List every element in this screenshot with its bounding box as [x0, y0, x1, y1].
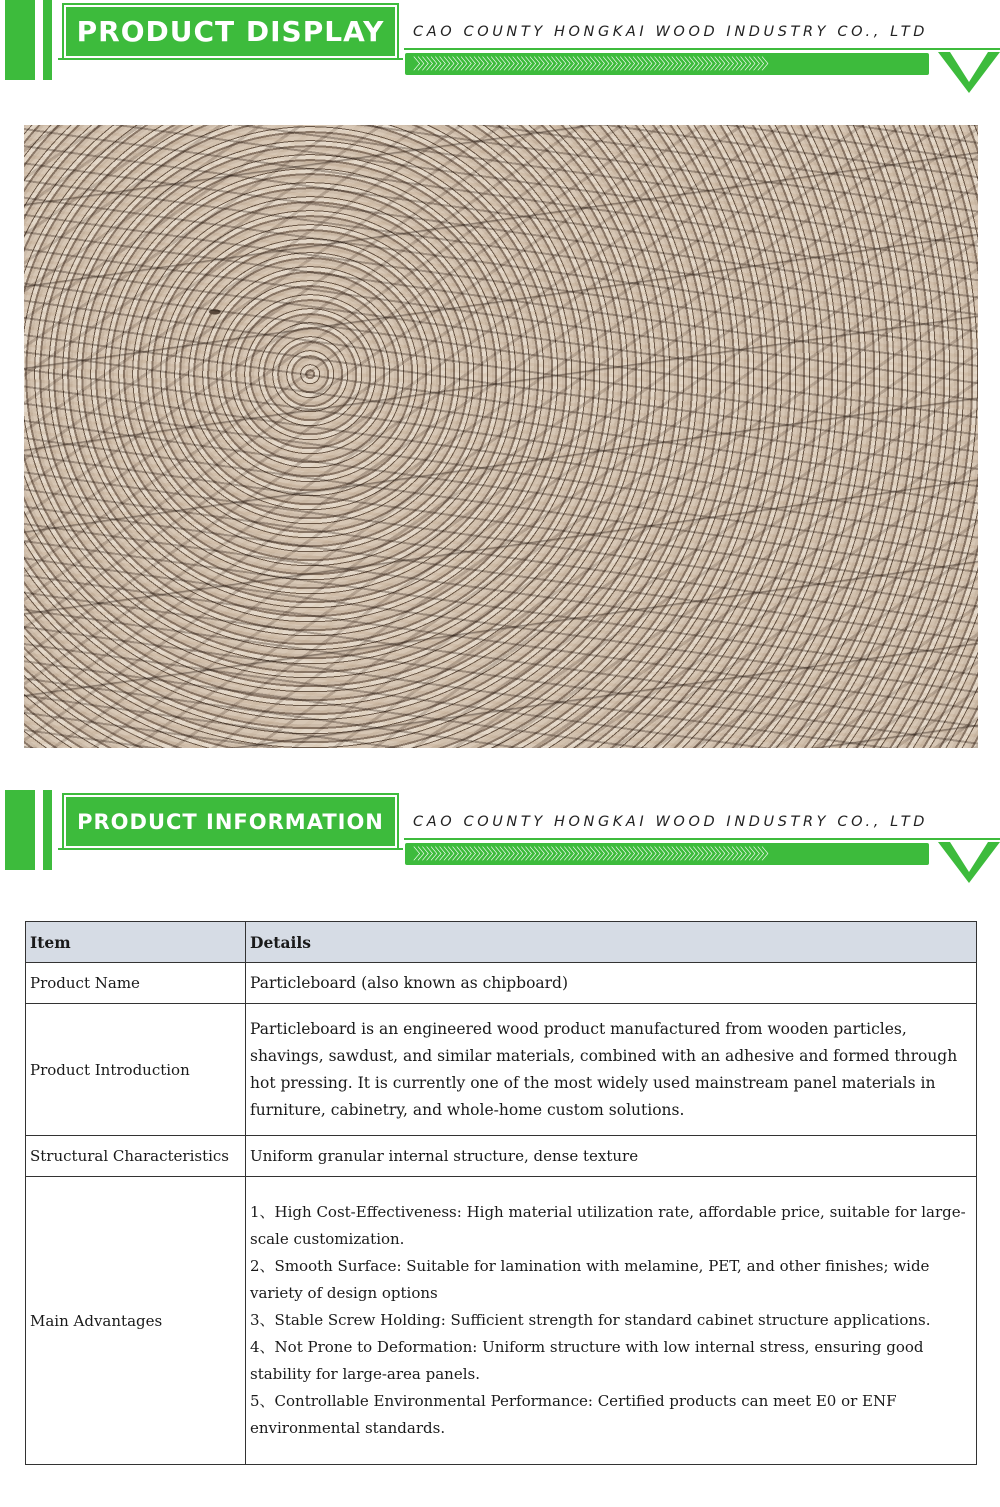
banner-divider [58, 58, 403, 60]
banner-accent-bar [5, 790, 35, 870]
row-details: Particleboard (also known as chipboard) [246, 963, 977, 1004]
banner-accent-bar [5, 0, 35, 80]
board-texture [24, 125, 978, 748]
company-name: CAO COUNTY HONGKAI WOOD INDUSTRY CO., LTD [413, 24, 929, 40]
green-check-icon [938, 48, 1000, 94]
section-title: PRODUCT INFORMATION [77, 809, 384, 834]
advantage-item: 3、Stable Screw Holding: Sufficient strength for standard cabinet structure applications. [250, 1311, 931, 1329]
banner-divider [58, 848, 403, 850]
advantage-item: 2、Smooth Surface: Suitable for lamination with melamine, PET, and other finishes; wide variety of design options [250, 1257, 930, 1302]
table-header-row [26, 922, 977, 963]
product-information-banner [0, 790, 1000, 870]
banner-accent-bar-thin [43, 790, 52, 870]
banner-underline [404, 48, 1000, 50]
row-item: Product Introduction [26, 1004, 246, 1136]
row-item: Product Name [26, 963, 246, 1004]
table-row [26, 963, 977, 1004]
advantage-item: 5、Controllable Environmental Performance: Certified products can meet E0 or ENF environmental standards. [250, 1392, 897, 1437]
header-details: Details [246, 922, 977, 963]
chevron-strip: 〉〉〉〉〉〉〉〉〉〉〉〉〉〉〉〉〉〉〉〉〉〉〉〉〉〉〉〉〉〉〉〉〉〉〉〉〉〉〉〉〉〉〉〉〉〉〉〉〉〉〉〉〉〉〉〉〉〉〉〉〉〉〉〉〉〉〉〉〉〉〉〉〉〉〉〉〉〉〉〉〉〉 [405, 843, 929, 865]
header-item: Item [26, 922, 246, 963]
table-row [26, 1177, 977, 1465]
banner-underline [404, 838, 1000, 840]
chevron-strip: 〉〉〉〉〉〉〉〉〉〉〉〉〉〉〉〉〉〉〉〉〉〉〉〉〉〉〉〉〉〉〉〉〉〉〉〉〉〉〉〉〉〉〉〉〉〉〉〉〉〉〉〉〉〉〉〉〉〉〉〉〉〉〉〉〉〉〉〉〉〉〉〉〉〉〉〉〉〉〉〉〉〉 [405, 53, 929, 75]
advantage-item: 1、High Cost-Effectiveness: High material utilization rate, affordable price, suitable for large-scale customization. [250, 1203, 966, 1248]
table-row [26, 1136, 977, 1177]
banner-accent-bar-thin [43, 0, 52, 80]
company-name: CAO COUNTY HONGKAI WOOD INDUSTRY CO., LTD [413, 814, 929, 830]
advantage-item: 4、Not Prone to Deformation: Uniform structure with low internal stress, ensuring good stability for large-area panels. [250, 1338, 924, 1383]
section-title-box [64, 795, 397, 848]
row-details: Particleboard is an engineered wood product manufactured from wooden particles, shavings, sawdust, and similar materials, combined with an adhesive and formed through hot pressing. It is currently one of the most widely used mainstream panel materials in furniture, cabinetry, and whole-home custom solutions. [246, 1004, 977, 1136]
section-title-box [64, 5, 397, 58]
row-details: Uniform granular internal structure, dense texture [246, 1136, 977, 1177]
row-item: Structural Characteristics [26, 1136, 246, 1177]
table-row [26, 1004, 977, 1136]
row-item: Main Advantages [26, 1177, 246, 1465]
product-info-table [25, 921, 977, 1465]
section-title: PRODUCT DISPLAY [76, 15, 385, 48]
particleboard-photo [24, 125, 978, 748]
product-display-banner [0, 0, 1000, 80]
green-check-icon [938, 838, 1000, 884]
row-details [246, 1177, 977, 1465]
